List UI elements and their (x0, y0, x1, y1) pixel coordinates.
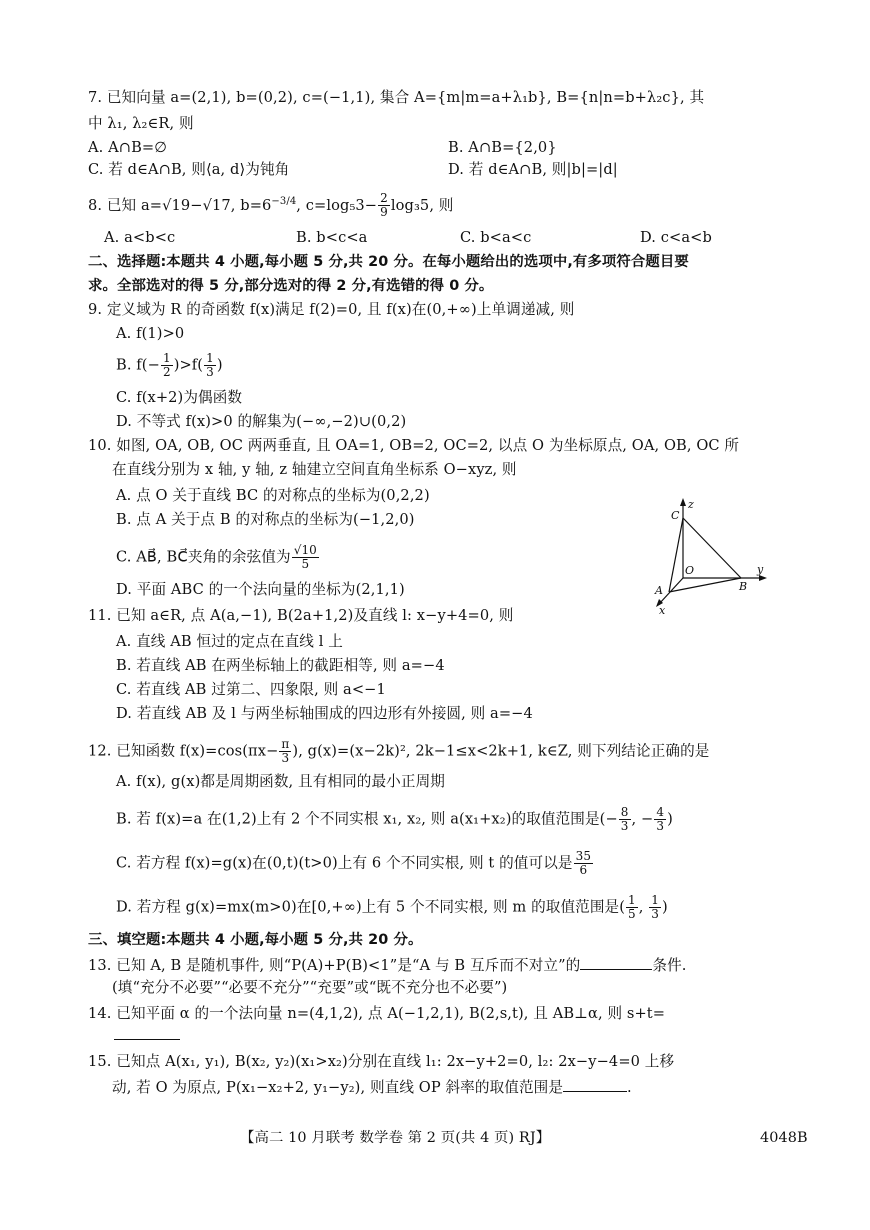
label-x: x (659, 604, 666, 616)
label-y: y (757, 563, 764, 576)
label-z: z (688, 498, 694, 511)
q9-fraction-1: $\frac{1}{2}$ (162, 351, 171, 379)
q13-stem-line1: 13. 已知 A, B 是随机事件, 则“P(A)+P(B)<1”是“A 与 B 互斥而不对立”的 条件. (88, 954, 687, 976)
q15-stem-line1: 15. 已知点 A(x₁, y₁), B(x₂, y₂)(x₁>x₂)分别在直线 l₁: 2x−y+2=0, l₂: 2x−y−4=0 上移 (88, 1053, 675, 1070)
q10-option-c: C. AB⃗, BC⃗夹角的余弦值为 $\frac{√10}{5}$ (116, 543, 317, 571)
q10-option-b: B. 点 A 关于点 B 的对称点的坐标为(−1,2,0) (116, 511, 415, 528)
q10-stem-line2: 在直线分别为 x 轴, y 轴, z 轴建立空间直角坐标系 O−xyz, 则 (112, 461, 517, 478)
q8-option-d: D. c<a<b (640, 229, 712, 246)
q12c-fraction: $\frac{35}{6}$ (575, 849, 592, 877)
q15-answer-blank[interactable] (563, 1076, 627, 1092)
q12-stem: 12. 已知函数 f(x)=cos(πx− $\frac{\pi}{3}$ ), g(x)=(x−2k)², 2k−1≤x<2k+1, k∈Z, 则下列结论正确的是 (88, 737, 710, 765)
q11-option-c: C. 若直线 AB 过第二、四象限, 则 a<−1 (116, 681, 386, 698)
q10-fraction: $\frac{√10}{5}$ (293, 543, 317, 571)
q12d-fraction-1: $\frac{1}{5}$ (628, 893, 636, 921)
q8-stem-end: log₃5, 则 (390, 196, 454, 214)
coordinate-figure (645, 496, 775, 616)
q9-option-a: A. f(1)>0 (116, 325, 185, 342)
q12d-fraction-2: $\frac{1}{3}$ (651, 893, 660, 921)
q12-fraction: $\frac{\pi}{3}$ (281, 737, 290, 765)
q8-fraction: $\frac{2}{9}$ (380, 191, 388, 220)
section3-header: 三、填空题:本题共 4 小题,每小题 5 分,共 20 分。 (88, 932, 423, 948)
q14-answer-blank[interactable] (114, 1024, 180, 1040)
q14-stem: 14. 已知平面 α 的一个法向量 n=(4,1,2), 点 A(−1,2,1), B(2,s,t), 且 AB⊥α, 则 s+t= (88, 1005, 666, 1022)
q11-stem: 11. 已知 a∈R, 点 A(a,−1), B(2a+1,2)及直线 l: x−y+4=0, 则 (88, 607, 514, 624)
q8-stem-mid: , c=log₅3− (296, 196, 378, 214)
q11-option-d: D. 若直线 AB 及 l 与两坐标轴围成的四边形有外接圆, 则 a=−4 (116, 705, 533, 722)
q14-answer-line (114, 1024, 180, 1046)
q8-exponent: −3/4 (271, 196, 297, 207)
q8-option-c: C. b<a<c (460, 229, 532, 246)
q12-option-a: A. f(x), g(x)都是周期函数, 且有相同的最小正周期 (116, 773, 445, 790)
q8-stem (88, 192, 454, 219)
q9-option-d: D. 不等式 f(x)>0 的解集为(−∞,−2)∪(0,2) (116, 413, 407, 430)
q9-fraction-2: $\frac{1}{3}$ (206, 351, 214, 379)
label-o: O (685, 564, 695, 577)
q12-option-c: C. 若方程 f(x)=g(x)在(0,t)(t>0)上有 6 个不同实根, 则 t 的值可以是 $\frac{35}{6}$ (116, 849, 592, 877)
q8-option-a: A. a<b<c (104, 229, 176, 246)
q10-option-a: A. 点 O 关于直线 BC 的对称点的坐标为(0,2,2) (116, 487, 430, 504)
q9-option-b: B. f(− $\frac{1}{2}$ )>f( $\frac{1}{3}$ ) (116, 351, 223, 379)
q10-stem-line1: 10. 如图, OA, OB, OC 两两垂直, 且 OA=1, OB=2, OC=2, 以点 O 为坐标原点, OA, OB, OC 所 (88, 437, 740, 454)
q7-option-a: A. A∩B=∅ (88, 139, 168, 156)
q7-option-c: C. 若 d∈A∩B, 则⟨a, d⟩为钝角 (88, 161, 290, 178)
label-a: A (655, 584, 663, 597)
q9-stem: 9. 定义域为 R 的奇函数 f(x)满足 f(2)=0, 且 f(x)在(0,+∞)上单调递减, 则 (88, 301, 575, 318)
label-b: B (739, 580, 748, 593)
label-c: C (671, 509, 680, 522)
q12-option-d: D. 若方程 g(x)=mx(m>0)在[0,+∞)上有 5 个不同实根, 则 m 的取值范围是( $\frac{1}{5}$ , $\frac{1}{3}$ ) (116, 893, 668, 921)
paper-code: 4048B (760, 1130, 808, 1146)
q15-stem-line2: 动, 若 O 为原点, P(x₁−x₂+2, y₁−y₂), 则直线 OP 斜率的取值范围是 . (112, 1076, 632, 1098)
q13-stem-line2: (填“充分不必要”“必要不充分”“充要”或“既不充分也不必要”) (112, 979, 508, 996)
edge-ab (669, 578, 741, 592)
q10-option-d: D. 平面 ABC 的一个法向量的坐标为(2,1,1) (116, 581, 405, 598)
q13-answer-blank[interactable] (580, 954, 652, 970)
q7-option-d: D. 若 d∈A∩B, 则|b|=|d| (448, 161, 618, 178)
q8-option-b: B. b<c<a (296, 229, 368, 246)
z-arrow-icon (680, 498, 686, 506)
q7-stem-line1: 7. 已知向量 a=(2,1), b=(0,2), c=(−1,1), 集合 A={m|m=a+λ₁b}, B={n|n=b+λ₂c}, 其 (88, 89, 705, 106)
section2-header-line1: 二、选择题:本题共 4 小题,每小题 5 分,共 20 分。在每小题给出的选项中,有多项符合题目要 (88, 254, 689, 270)
q12b-fraction-1: $\frac{8}{3}$ (620, 805, 629, 833)
section2-header-line2: 求。全部选对的得 5 分,部分选对的得 2 分,有选错的得 0 分。 (88, 278, 494, 294)
q9-option-c: C. f(x+2)为偶函数 (116, 389, 243, 406)
q7-option-b: B. A∩B={2,0} (448, 139, 557, 156)
q11-option-a: A. 直线 AB 恒过的定点在直线 l 上 (116, 633, 343, 650)
q12b-fraction-2: $\frac{4}{3}$ (656, 805, 665, 833)
q11-option-b: B. 若直线 AB 在两坐标轴上的截距相等, 则 a=−4 (116, 657, 445, 674)
page-footer: 【高二 10 月联考 数学卷 第 2 页(共 4 页) RJ】 (240, 1130, 551, 1146)
q7-stem-line2: 中 λ₁, λ₂∈R, 则 (88, 115, 194, 132)
q12-option-b: B. 若 f(x)=a 在(1,2)上有 2 个不同实根 x₁, x₂, 则 a(x₁+x₂)的取值范围是(− $\frac{8}{3}$ , − $\frac{4}{3}$ ) (116, 805, 673, 833)
q8-stem-start: 8. 已知 a=√19−√17, b=6 (88, 196, 272, 214)
